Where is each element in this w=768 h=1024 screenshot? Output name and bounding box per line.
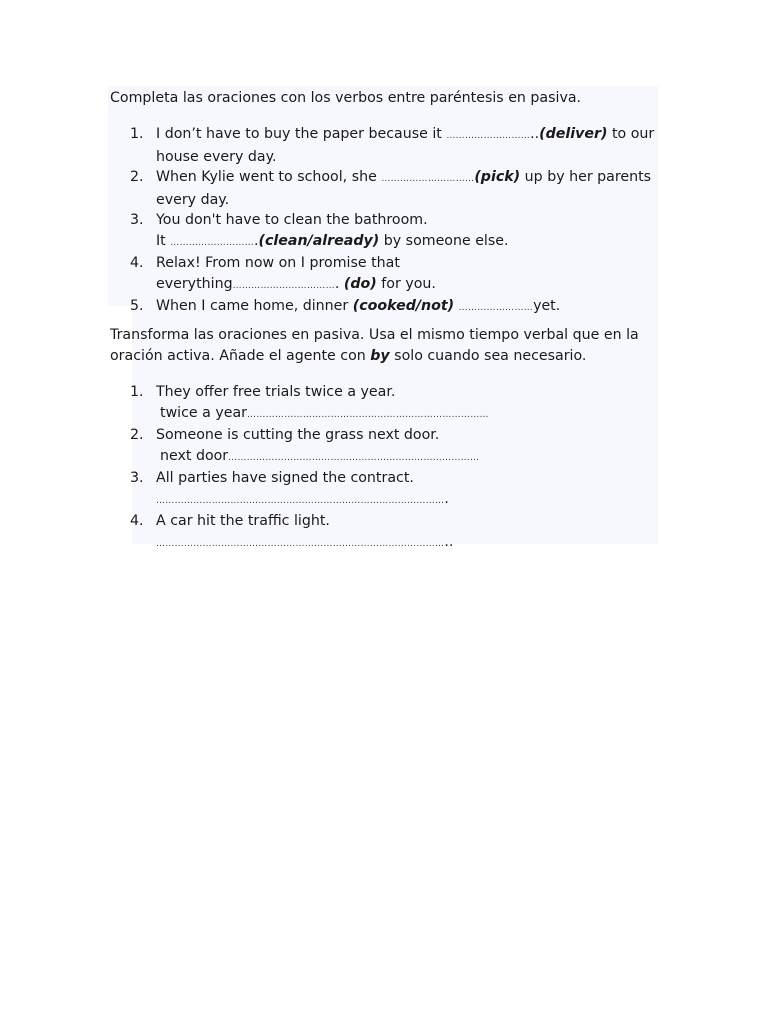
sentence-text: by someone else. xyxy=(379,232,509,249)
sentence-text: When I came home, dinner xyxy=(156,298,353,314)
sentence-text: It xyxy=(156,232,171,249)
verb-hint: (cooked/not) xyxy=(352,298,455,314)
sentence-text: to our house every day. xyxy=(156,126,655,165)
sentence-text: yet. xyxy=(533,298,561,314)
item-number: 5. xyxy=(130,298,144,314)
answer-line[interactable]: ………………………………………………………………………………….. xyxy=(156,533,454,550)
blank-line[interactable]: …………………………………………………………………… xyxy=(247,409,489,420)
answer-line[interactable]: twice a year…………………………………………………………………… xyxy=(160,404,489,421)
verb-hint: (do) xyxy=(343,275,377,292)
list-item xyxy=(130,167,660,210)
sentence-text: Relax! From now on I promise that xyxy=(156,255,400,271)
list-item xyxy=(130,296,660,319)
sentence-text: up by her parents every day. xyxy=(156,169,652,208)
answer-line[interactable]: next door……………………………………………………………………… xyxy=(160,447,480,464)
verb-hint: (pick) xyxy=(474,169,521,185)
sentence-text: All parties have signed the contract. xyxy=(156,470,414,486)
sentence-text: A car hit the traffic light. xyxy=(156,513,330,529)
blank-line[interactable]: ………………………………………………………………………………… xyxy=(156,538,445,549)
list-item xyxy=(130,425,660,468)
list-item: 3. You don't have to clean the bathroom. It ……………………….(clean/already) by someone else. xyxy=(130,210,660,253)
section1-instruction: Completa las oraciones con los verbos entre paréntesis en pasiva. xyxy=(110,90,582,106)
list-item xyxy=(130,382,660,425)
item-number: 1. xyxy=(130,384,144,400)
verb-hint: (deliver) xyxy=(539,126,608,142)
blank-line[interactable]: ……………………… xyxy=(170,237,254,248)
list-item: 4. Relax! From now on I promise that everything……………………………. (do) for you. xyxy=(130,253,660,296)
sentence-text: Someone is cutting the grass next door. xyxy=(156,427,440,443)
item-number: 2. xyxy=(130,169,144,185)
item-number: 1. xyxy=(130,126,144,142)
blank-line[interactable]: …………………… xyxy=(458,303,534,313)
sentence-text: They offer free trials twice a year. xyxy=(156,384,396,400)
section1-list xyxy=(130,124,660,319)
blank-line[interactable]: ……………………… xyxy=(446,131,531,141)
answer-line[interactable]: …………………………………………………………………………………. xyxy=(156,490,449,507)
item-number: 4. xyxy=(130,513,144,529)
list-item xyxy=(130,511,660,554)
sentence-text: for you. xyxy=(376,275,436,292)
blank-line[interactable]: …………………………… xyxy=(232,280,335,291)
section2-list xyxy=(130,382,660,554)
sentence-text: I don’t have to buy the paper because it xyxy=(156,126,447,142)
item-number: 4. xyxy=(130,255,144,271)
item-number: 2. xyxy=(130,427,144,443)
sentence-text: When Kylie went to school, she xyxy=(156,169,382,185)
agent-by-word: by xyxy=(370,347,390,364)
sentence-text: You don't have to clean the bathroom. xyxy=(156,212,428,228)
blank-line[interactable]: ………………………………………………………………………………… xyxy=(156,495,445,506)
blank-line[interactable]: ……………………………………………………………………… xyxy=(228,452,480,463)
item-number: 3. xyxy=(130,212,144,228)
item-number: 3. xyxy=(130,470,144,486)
blank-line[interactable]: ………………………… xyxy=(381,174,475,184)
list-item xyxy=(130,468,660,511)
list-item: 1. I don’t have to buy the paper because it ………………………..(deliver) to our house every day. xyxy=(130,126,655,165)
verb-hint: (clean/already) xyxy=(258,232,380,249)
section2-instruction: Transforma las oraciones en pasiva. Usa el mismo tiempo verbal que en la oración activa. Añade el agente con by solo cuando sea necesario. xyxy=(110,327,639,364)
sentence-text: everything xyxy=(156,275,233,292)
